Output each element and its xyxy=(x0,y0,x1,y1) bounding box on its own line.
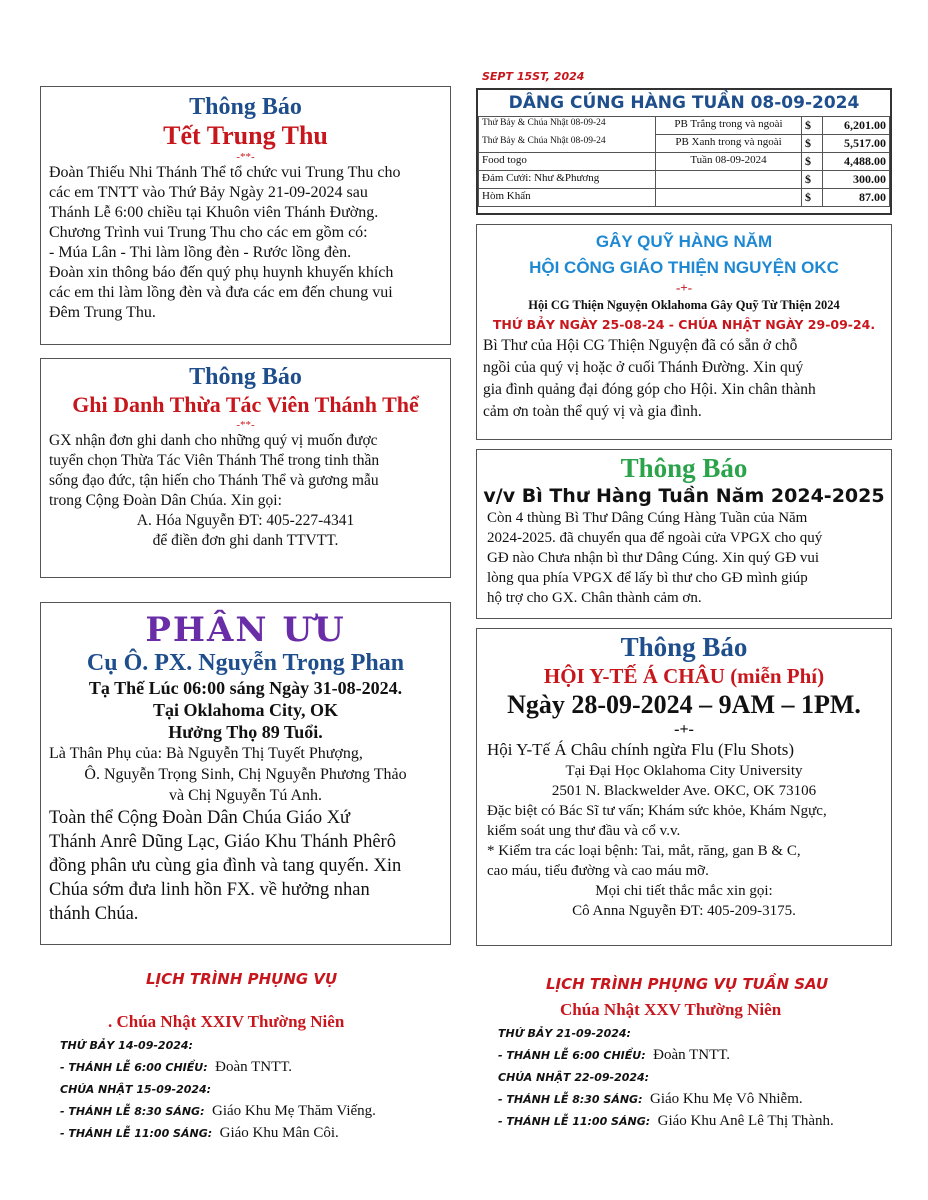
offer-amount: 300.00 xyxy=(823,171,890,189)
ghi-danh-title: Ghi Danh Thừa Tác Viên Thánh Thể xyxy=(72,392,419,417)
offer-amount: 4,488.00 xyxy=(823,153,890,171)
trung-thu-body xyxy=(41,163,450,323)
sun-group1: Giáo Khu Mẹ Thăm Viếng. xyxy=(211,1103,376,1119)
lich-trinh-sau-title: LỊCH TRÌNH PHỤNG VỤ TUẦN SAU xyxy=(546,975,829,993)
trung-thu-line: - Múa Lân - Thi làm lồng đèn - Rước lồng đèn. xyxy=(49,244,352,261)
bi-thu-line: 2024-2025. đã chuyển qua để ngoài cửa VPGX cho quý xyxy=(487,530,823,546)
schedule-row xyxy=(498,1022,834,1044)
phan-uu-body-line: thánh Chúa. xyxy=(49,904,139,924)
y-te-line: cao máu, tiểu đường và cao máu mỡ. xyxy=(487,863,709,879)
phan-uu-body xyxy=(41,806,450,926)
lich-trinh-title: LỊCH TRÌNH PHỤNG VỤ xyxy=(146,970,338,988)
y-te-divider: -+- xyxy=(674,721,694,738)
schedule-row xyxy=(498,1110,834,1132)
y-te-line: Đặc biệt có Bác Sĩ tư vấn; Khám sức khỏe, Khám Ngực, xyxy=(487,803,827,819)
gay-quy-line: ngồi của quý vị hoặc ở cuối Thánh Đường. Xin quý xyxy=(483,359,804,376)
phan-uu-notice xyxy=(40,602,451,945)
offer-amount: 6,201.00 xyxy=(823,117,890,135)
offer-currency: $ xyxy=(802,153,823,171)
ghi-danh-line: tuyển chọn Thừa Tác Viên Thánh Thể trong tinh thần xyxy=(49,452,380,469)
sun-group2: Giáo Khu Mân Côi. xyxy=(219,1125,339,1141)
table-row xyxy=(479,189,890,207)
offer-currency: $ xyxy=(802,171,823,189)
gay-quy-subtitle: Hội CG Thiện Nguyện Oklahoma Gây Quỹ Từ Thiện 2024 xyxy=(528,298,840,312)
phan-uu-details xyxy=(41,677,450,743)
schedule-row xyxy=(60,1034,376,1056)
ghi-danh-line: trong Cộng Đoàn Dân Chúa. Xin gọi: xyxy=(49,492,282,509)
schedule-row xyxy=(60,1078,376,1100)
y-te-contact-phone: Cô Anna Nguyễn ĐT: 405-209-3175. xyxy=(572,903,796,919)
gay-quy-dates: THỨ BẢY NGÀY 25-08-24 - CHÚA NHẬT NGÀY 29-09-24. xyxy=(492,317,876,332)
trung-thu-line: Đêm Trung Thu. xyxy=(49,304,156,321)
offer-currency: $ xyxy=(802,117,823,135)
sat-mass-label: - THÁNH LỄ 6:00 CHIỀU: xyxy=(498,1049,646,1062)
gay-quy-line: Bì Thư của Hội CG Thiện Nguyện đã có sẵn ở chỗ xyxy=(483,337,798,354)
sun-mass2-label: - THÁNH LỄ 11:00 SÁNG: xyxy=(60,1127,213,1140)
trung-thu-notice xyxy=(40,86,451,345)
schedule-row xyxy=(498,1088,834,1110)
offer-amount: 87.00 xyxy=(823,189,890,207)
trung-thu-line: các em TNTT vào Thứ Bảy Ngày 21-09-2024 sau xyxy=(49,184,368,201)
table-row xyxy=(479,135,890,153)
schedule-row xyxy=(498,1066,834,1088)
table-row xyxy=(479,171,890,189)
bi-thu-title: v/v Bì Thư Hàng Tuần Năm 2024-2025 xyxy=(483,485,885,507)
sun-label: CHÚA NHẬT 22-09-2024: xyxy=(498,1071,650,1084)
trung-thu-line: Chương Trình vui Trung Thu cho các em gồm có: xyxy=(49,224,368,241)
phan-uu-body-line: Chúa sớm đưa linh hồn FX. về hưởng nhan xyxy=(49,880,370,900)
y-te-address: 2501 N. Blackwelder Ave. OKC, OK 73106 xyxy=(551,783,817,799)
offer-desc: Thứ Bảy & Chúa Nhật 08-09-24 xyxy=(479,135,656,153)
y-te-lead: Hội Y-Tế Á Châu chính ngừa Flu (Flu Shots) xyxy=(487,740,795,759)
offer-desc: Thứ Bảy & Chúa Nhật 08-09-24 xyxy=(479,117,656,135)
gay-quy-title1: GÂY QUỸ HÀNG NĂM xyxy=(595,232,773,251)
dang-cung-title: DÂNG CÚNG HÀNG TUẦN 08-09-2024 xyxy=(508,93,860,113)
phan-uu-bold-line: Hưởng Thọ 89 Tuổi. xyxy=(168,722,323,742)
ghi-danh-line: sống đạo đức, tận hiến cho Thánh Thể và gương mẫu xyxy=(49,472,379,489)
offer-desc: Đám Cưới: Như &Phương xyxy=(479,171,656,189)
table-row xyxy=(479,153,890,171)
trung-thu-line: Thánh Lễ 6:00 chiều tại Khuôn viên Thánh Đường. xyxy=(49,204,379,221)
trung-thu-title: Tết Trung Thu xyxy=(163,121,328,150)
phan-uu-bold-line: Tại Oklahoma City, OK xyxy=(152,700,339,720)
offer-note: PB Xanh trong và ngoài xyxy=(656,135,802,153)
phan-uu-family-line: Ô. Nguyễn Trọng Sinh, Chị Nguyễn Phương Thảo xyxy=(84,766,407,783)
sat-group: Đoàn TNTT. xyxy=(653,1047,731,1063)
gay-quy-notice xyxy=(476,224,892,440)
y-te-line: * Kiểm tra các loại bệnh: Tai, mắt, răng, gan B & C, xyxy=(487,843,801,859)
phan-uu-body-line: Toàn thể Cộng Đoàn Dân Chúa Giáo Xứ xyxy=(49,808,351,828)
phan-uu-bold-line: Tạ Thế Lúc 06:00 sáng Ngày 31-08-2024. xyxy=(88,678,403,698)
date-tag: SEPT 15ST, 2024 xyxy=(482,70,585,83)
lich-trinh-sau-schedule xyxy=(498,1022,834,1132)
trung-thu-divider: -**- xyxy=(236,151,255,163)
bi-thu-line: GĐ nào Chưa nhận bì thư Dâng Cúng. Xin quý GĐ vui xyxy=(487,550,820,566)
phan-uu-family-line: và Chị Nguyễn Tú Anh. xyxy=(168,787,323,804)
offer-amount: 5,517.00 xyxy=(823,135,890,153)
trung-thu-line: Đoàn xin thông báo đến quý phụ huynh khuyến khích xyxy=(49,264,394,281)
y-te-heading: Thông Báo xyxy=(620,632,748,662)
ghi-danh-divider: -**- xyxy=(236,419,255,431)
y-te-date: Ngày 28-09-2024 – 9AM – 1PM. xyxy=(507,690,861,719)
bi-thu-line: hộ trợ cho GX. Chân thành cảm ơn. xyxy=(487,590,702,606)
gay-quy-line: cảm ơn toàn thể quý vị và gia đình. xyxy=(483,403,702,420)
dang-cung-table xyxy=(476,88,892,215)
y-te-notice xyxy=(476,628,892,946)
offer-currency: $ xyxy=(802,135,823,153)
sat-group: Đoàn TNTT. xyxy=(215,1059,293,1075)
gay-quy-title2: HỘI CÔNG GIÁO THIỆN NGUYỆN OKC xyxy=(529,258,839,277)
schedule-row xyxy=(60,1122,376,1144)
sun-label: CHÚA NHẬT 15-09-2024: xyxy=(60,1083,212,1096)
phan-uu-name: Cụ Ô. PX. Nguyễn Trọng Phan xyxy=(86,650,405,676)
offer-note: Tuần 08-09-2024 xyxy=(656,153,802,171)
gay-quy-line: gia đình quảng đại đóng góp cho Hội. Xin chân thành xyxy=(483,381,816,398)
phan-uu-family-lead: Là Thân Phụ của: Bà Nguyễn Thị Tuyết Phượng, xyxy=(49,745,363,762)
phan-uu-title: PHÂN ƯU xyxy=(145,610,346,650)
schedule-row xyxy=(60,1056,376,1078)
y-te-body xyxy=(477,739,891,921)
ghi-danh-contact: A. Hóa Nguyễn ĐT: 405-227-4341 xyxy=(136,512,355,529)
offer-currency: $ xyxy=(802,189,823,207)
trung-thu-heading: Thông Báo xyxy=(189,94,302,120)
sat-label: THỨ BẢY 21-09-2024: xyxy=(498,1027,631,1040)
sun-mass1-label: - THÁNH LỄ 8:30 SÁNG: xyxy=(498,1093,643,1106)
bi-thu-heading: Thông Báo xyxy=(620,453,748,483)
phan-uu-body-line: đồng phân ưu cùng gia đình và tang quyến. Xin xyxy=(49,856,402,876)
offer-desc: Food togo xyxy=(479,153,656,171)
y-te-place: Tại Đại Học Oklahoma City University xyxy=(565,763,803,779)
ghi-danh-heading: Thông Báo xyxy=(189,364,302,390)
phan-uu-family xyxy=(41,743,450,806)
bi-thu-notice xyxy=(476,449,892,619)
trung-thu-line: các em thi làm lồng đèn và đưa các em đến chung vui xyxy=(49,284,393,301)
y-te-title: HỘI Y-TẾ Á CHÂU (miễn Phí) xyxy=(543,664,825,688)
ghi-danh-contact-note: để điền đơn ghi danh TTVTT. xyxy=(152,532,339,549)
sun-mass2-label: - THÁNH LỄ 11:00 SÁNG: xyxy=(498,1115,651,1128)
lich-trinh-schedule xyxy=(60,1034,376,1144)
trung-thu-line: Đoàn Thiếu Nhi Thánh Thể tổ chức vui Trung Thu cho xyxy=(49,164,401,181)
offer-desc: Hòm Khấn xyxy=(479,189,656,207)
gay-quy-divider: -+- xyxy=(675,280,693,295)
offer-note xyxy=(656,189,802,207)
bi-thu-line: lòng qua phía VPGX để lấy bì thư cho GĐ mình giúp xyxy=(487,570,808,586)
y-te-line: kiểm soát ung thư đầu và cổ v.v. xyxy=(487,823,681,839)
offer-note: PB Trắng trong và ngoài xyxy=(656,117,802,135)
sun-mass1-label: - THÁNH LỄ 8:30 SÁNG: xyxy=(60,1105,205,1118)
ghi-danh-body xyxy=(41,431,450,551)
gay-quy-body xyxy=(477,335,891,423)
phan-uu-body-line: Thánh Anrê Dũng Lạc, Giáo Khu Thánh Phêrô xyxy=(49,832,396,852)
sat-label: THỨ BẢY 14-09-2024: xyxy=(60,1039,193,1052)
y-te-contact: Mọi chi tiết thắc mắc xin gọi: xyxy=(595,883,773,899)
sun-group1: Giáo Khu Mẹ Vô Nhiễm. xyxy=(649,1091,803,1107)
schedule-row xyxy=(498,1044,834,1066)
sun-group2: Giáo Khu Anê Lê Thị Thành. xyxy=(657,1113,834,1129)
offer-note xyxy=(656,171,802,189)
bi-thu-line: Còn 4 thùng Bì Thư Dâng Cúng Hàng Tuần của Năm xyxy=(487,510,808,526)
schedule-row xyxy=(60,1100,376,1122)
lich-trinh-sau-sunday: Chúa Nhật XXV Thường Niên xyxy=(560,1000,782,1019)
table-row xyxy=(479,117,890,135)
ghi-danh-line: GX nhận đơn ghi danh cho những quý vị muốn được xyxy=(49,432,378,449)
bi-thu-body xyxy=(477,508,891,608)
lich-trinh-sunday: . Chúa Nhật XXIV Thường Niên xyxy=(108,1012,345,1031)
sat-mass-label: - THÁNH LỄ 6:00 CHIỀU: xyxy=(60,1061,208,1074)
ghi-danh-notice xyxy=(40,358,451,578)
offering-table xyxy=(478,116,890,207)
